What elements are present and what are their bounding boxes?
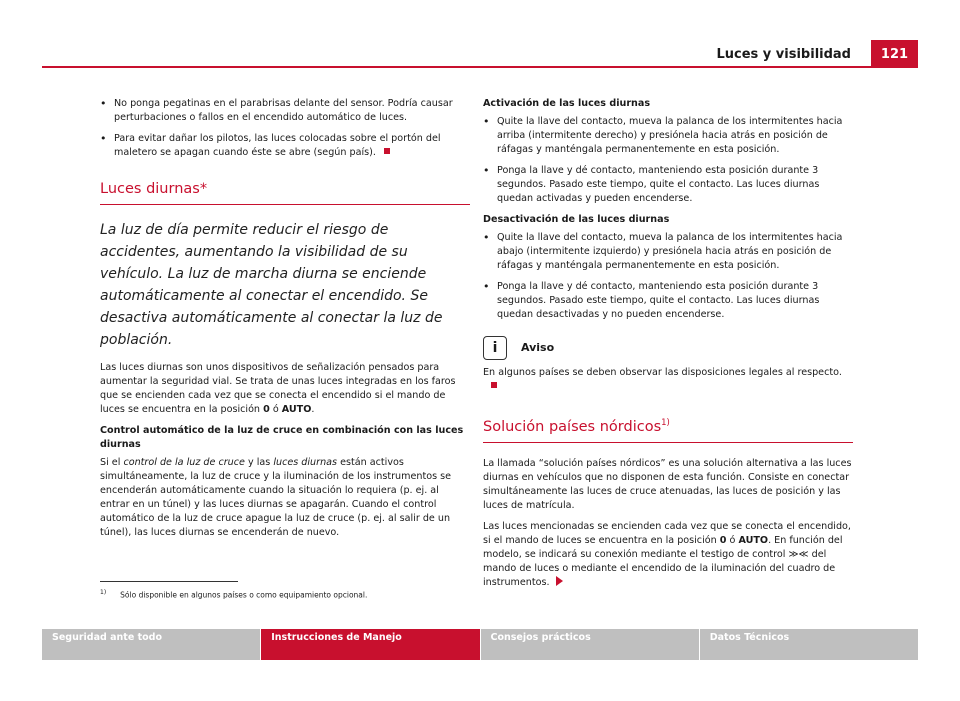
list-item: • No ponga pegatinas en el parabrisas delante del sensor. Podría causar perturbaciones o fallos en el encendido automático de luces. [100,97,470,125]
section-heading-luces-diurnas: Luces diurnas* [100,182,470,205]
notice-title: Aviso [521,341,555,354]
info-icon: i [483,336,507,360]
tab-datos[interactable]: Datos Técnicos [700,629,918,660]
position-0-symbol: 0 [263,404,270,415]
right-column [483,97,853,597]
tab-consejos[interactable]: Consejos prácticos [481,629,699,660]
subheading-activation: Activación de las luces diurnas [483,98,651,109]
left-column [100,97,470,547]
subheading-deactivation: Desactivación de las luces diurnas [483,214,670,225]
end-square-icon [384,148,390,154]
lead-paragraph: La luz de día permite reducir el riesgo de accidentes, aumentando la visibilidad de su vehículo. La luz de marcha diurna se enciende automáticamente al conectar el encendido. Se desactiva automáticamente al conectar la luz de población. [100,222,443,348]
footnote-divider [100,581,238,582]
list-item: • Ponga la llave y dé contacto, manteniendo esta posición durante 3 segundos. Pasado este tiempo, quite el contacto. Las luces diurnas quedan desactivadas y no pueden encenderse. [483,280,853,322]
tab-instrucciones[interactable]: Instrucciones de Manejo [261,629,479,660]
notice-header [483,336,853,360]
tab-seguridad[interactable]: Seguridad ante todo [42,629,260,660]
subheading: Control automático de la luz de cruce en combinación con las luces diurnas [100,425,464,450]
end-square-icon [491,382,497,388]
section-heading-nordic: Solución países nórdicos$^{1)}$ [483,416,853,443]
list-item: • Ponga la llave y dé contacto, manteniendo esta posición durante 3 segundos. Pasado este tiempo, quite el contacto. Las luces diurnas quedan activadas y pueden encenderse. [483,164,853,206]
auto-symbol: AUTO [281,404,312,415]
notice-text: En algunos países se deben observar las disposiciones legales al respecto. [483,366,853,394]
continue-arrow-icon [556,576,563,586]
footnote: $^{1)}$ Sólo disponible en algunos países o como equipamiento opcional. [100,589,368,600]
body-paragraph: Si el control de la luz de cruce y las luces diurnas están activos simultáneamente, la luz de cruce y la iluminación de los instrumentos se encenderán automáticamente cuando la situación lo requiera (p. ej. al entrar en un túnel) y las luces diurnas se apagarán. Cuando el control automático de la luz de cruce apague la luz de cruce (p. ej. al salir de un túnel), las luces diurnas se encenderán de nuevo. [100,457,452,538]
header-title: Luces y visibilidad [716,47,851,62]
body-paragraph: Las luces diurnas son unos dispositivos de señalización pensados para aumentar la seguridad vial. Se trata de unas luces integradas en los faros que se encienden cada vez que se conecta el encendido si el mando de luces se encuentra en la posición 0 ó AUTO. [100,362,456,415]
indicator-symbol: ≫≪ [788,548,809,560]
list-item-text: Para evitar dañar los pilotos, las luces colocadas sobre el portón del maletero se apagan cuando éste se abre (según país). [114,133,441,158]
list-item: • Quite la llave del contacto, mueva la palanca de los intermitentes hacia abajo (intermitente izquierdo) y presiónela hacia atrás en posición de ráfagas y manténgala permanentemente en esta posición. [483,231,853,273]
list-item [100,132,470,160]
page-number: 121 [871,40,918,66]
auto-symbol: AUTO [738,534,769,546]
position-0-symbol: 0 [719,534,727,546]
header-divider [42,66,918,68]
footer-nav [42,629,918,660]
body-paragraph: Las luces mencionadas se encienden cada vez que se conecta el encendido, si el mando de luces se encuentra en la posición 0 ó AUTO. En función del modelo, se indicará su conexión mediante el testigo de control ≫≪ del mando de luces o mediante el encendido de la iluminación del cuadro de instrumentos. [483,520,851,588]
list-item: • Quite la llave del contacto, mueva la palanca de los intermitentes hacia arriba (intermitente derecho) y presiónela hacia atrás en posición de ráfagas y manténgala permanentemente en esta posición. [483,115,853,157]
body-paragraph: La llamada “solución países nórdicos” es una solución alternativa a las luces diurnas en vehículos que no disponen de esta función. Consiste en conectar simultáneamente las luces de cruce atenuadas, las luces de posición y las luces de matrícula. [483,457,852,511]
